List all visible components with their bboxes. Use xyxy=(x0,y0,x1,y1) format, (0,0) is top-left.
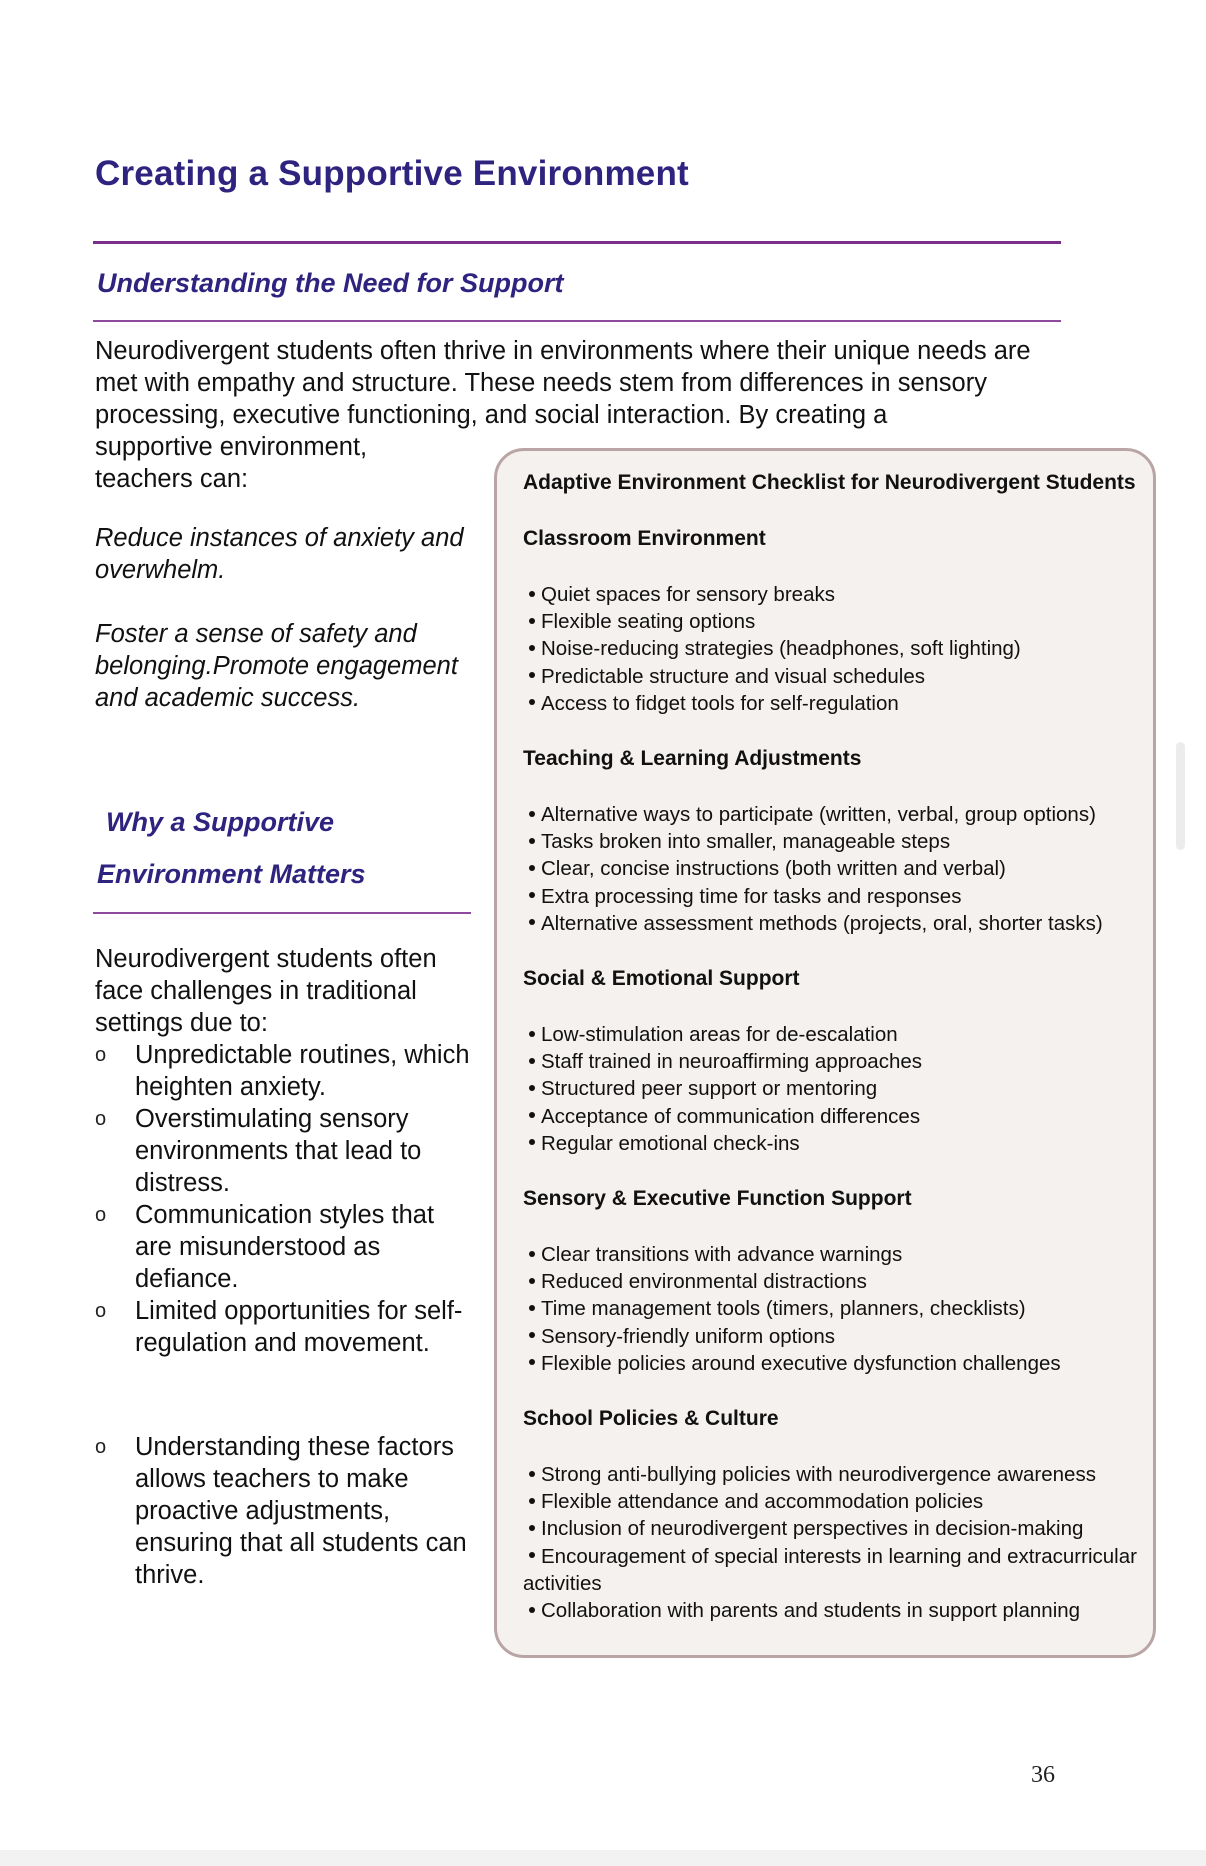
checklist-item-text: Encouragement of special interests in learning and extracurricular activities xyxy=(523,1544,1137,1595)
bullet-dot-icon xyxy=(529,1251,535,1257)
checklist-item xyxy=(523,883,1143,910)
checklist-item xyxy=(523,1350,1143,1377)
list-item xyxy=(95,1431,475,1591)
bullet-dot-icon xyxy=(529,618,535,624)
checklist-item-text: Tasks broken into smaller, manageable steps xyxy=(541,830,951,854)
checklist-item xyxy=(523,581,1143,608)
checklist-item-text: Time management tools (timers, planners, checklists) xyxy=(541,1297,1026,1321)
checklist-section-heading: School Policies & Culture xyxy=(523,1407,779,1431)
scroll-indicator[interactable] xyxy=(1176,742,1185,850)
checklist-section-items xyxy=(523,801,1143,937)
challenge-text: Unpredictable routines, which heighten anxiety. xyxy=(135,1041,470,1101)
bullet-dot-icon xyxy=(529,1552,535,1558)
checklist-item xyxy=(523,690,1143,717)
bullet-dot-icon xyxy=(529,1607,535,1613)
checklist-item-text: Flexible policies around executive dysfunction challenges xyxy=(541,1351,1061,1375)
need-intro-continued xyxy=(95,431,515,495)
bullet-dot-icon xyxy=(529,838,535,844)
bullet-dot-icon xyxy=(529,1031,535,1037)
checklist-item-text: Collaboration with parents and students in support planning xyxy=(541,1599,1081,1623)
checklist-item xyxy=(523,635,1143,662)
need-intro: Neurodivergent students often thrive in environments where their unique needs are met with empathy and structure. These needs stem from differences in sensory processing, executive functioning, and social interaction. By creating a xyxy=(95,337,1031,429)
bullet-dot-icon xyxy=(529,1471,535,1477)
checklist-item-text: Reduced environmental distractions xyxy=(541,1270,867,1294)
checklist-item-text: Quiet spaces for sensory breaks xyxy=(541,583,835,606)
title-divider xyxy=(93,241,1061,244)
checklist-item xyxy=(523,828,1143,855)
list-item xyxy=(95,1039,475,1103)
checklist-section-items xyxy=(523,1021,1143,1157)
bullet-dot-icon xyxy=(529,892,535,898)
benefit-item: Reduce instances of anxiety and overwhelm. xyxy=(95,524,464,584)
circle-bullet-icon: o xyxy=(95,1436,107,1458)
checklist-content xyxy=(523,469,1143,1624)
checklist-item-text: Alternative assessment methods (projects, oral, shorter tasks) xyxy=(541,911,1103,935)
checklist-item xyxy=(523,801,1143,828)
checklist-item xyxy=(523,1268,1143,1295)
bullet-dot-icon xyxy=(529,865,535,871)
checklist-title: Adaptive Environment Checklist for Neurodivergent Students xyxy=(523,471,1136,494)
checklist-item-text: Predictable structure and visual schedules xyxy=(541,664,926,688)
checklist-item-text: Extra processing time for tasks and responses xyxy=(541,884,962,908)
challenge-text: Overstimulating sensory environments that lead to distress. xyxy=(135,1105,422,1197)
checklist-item-text: Acceptance of communication differences xyxy=(541,1104,921,1128)
bullet-dot-icon xyxy=(529,645,535,651)
challenges-list xyxy=(95,1039,475,1359)
checklist-item xyxy=(523,1461,1143,1488)
conclusion-list xyxy=(95,1431,475,1591)
bullet-dot-icon xyxy=(529,1058,535,1064)
checklist-item xyxy=(523,1515,1143,1542)
need-intro-line: supportive environment, xyxy=(95,433,368,461)
checklist-section-items xyxy=(523,581,1143,717)
checklist-item-text: Flexible attendance and accommodation policies xyxy=(541,1490,984,1514)
checklist-box xyxy=(494,448,1156,1658)
challenge-text: Communication styles that are misunderstood as defiance. xyxy=(135,1201,435,1293)
bullet-dot-icon xyxy=(529,1139,535,1145)
checklist-item-text: Access to fidget tools for self-regulation xyxy=(541,691,899,715)
why-intro: Neurodivergent students often face challenges in traditional settings due to: xyxy=(95,945,437,1037)
checklist-item xyxy=(523,910,1143,937)
checklist-item-text: Clear, concise instructions (both written and verbal) xyxy=(541,857,1006,881)
page-bottom-edge xyxy=(0,1850,1206,1866)
checklist-section-heading: Classroom Environment xyxy=(523,527,766,550)
checklist-item xyxy=(523,1130,1143,1157)
need-intro-line: teachers can: xyxy=(95,465,249,493)
conclusion-text: Understanding these factors allows teachers to make proactive adjustments, ensuring that all students can thrive. xyxy=(135,1433,467,1589)
benefit-item: Foster a sense of safety and belonging.Promote engagement and academic success. xyxy=(95,620,458,712)
checklist-item-text: Strong anti-bullying policies with neurodivergence awareness xyxy=(541,1463,1096,1487)
bullet-dot-icon xyxy=(529,1332,535,1338)
page-number: 36 xyxy=(1031,1762,1055,1788)
checklist-item-text: Staff trained in neuroaffirming approaches xyxy=(541,1050,923,1074)
checklist-item-text: Alternative ways to participate (written, verbal, group options) xyxy=(541,803,1096,827)
checklist-item xyxy=(523,1021,1143,1048)
checklist-item xyxy=(523,1103,1143,1130)
why-heading-line: Environment Matters xyxy=(97,859,366,889)
need-heading: Understanding the Need for Support xyxy=(97,268,564,298)
checklist-item xyxy=(523,855,1143,882)
checklist-item-text: Sensory-friendly uniform options xyxy=(541,1324,835,1348)
why-heading-line: Why a Supportive xyxy=(106,807,335,837)
bullet-dot-icon xyxy=(529,1278,535,1284)
benefits-list xyxy=(95,522,495,746)
checklist-item-text: Noise-reducing strategies (headphones, soft lighting) xyxy=(541,637,1021,661)
checklist-section-items xyxy=(523,1241,1143,1377)
checklist-item-text: Inclusion of neurodivergent perspectives in decision-making xyxy=(541,1517,1084,1541)
bullet-dot-icon xyxy=(529,1359,535,1365)
challenge-text: Limited opportunities for self-regulation and movement. xyxy=(135,1297,463,1357)
checklist-section-heading: Teaching & Learning Adjustments xyxy=(523,747,862,771)
why-heading xyxy=(97,796,366,900)
checklist-item xyxy=(523,1323,1143,1350)
list-item xyxy=(95,1199,475,1295)
bullet-dot-icon xyxy=(529,1112,535,1118)
bullet-dot-icon xyxy=(529,672,535,678)
checklist-item xyxy=(523,1543,1143,1597)
why-divider xyxy=(93,912,471,914)
checklist-item xyxy=(523,663,1143,690)
page-title: Creating a Supportive Environment xyxy=(95,154,689,193)
checklist-item-text: Structured peer support or mentoring xyxy=(541,1077,878,1101)
circle-bullet-icon: o xyxy=(95,1108,107,1130)
checklist-item xyxy=(523,1295,1143,1322)
checklist-item xyxy=(523,1241,1143,1268)
bullet-dot-icon xyxy=(529,699,535,705)
circle-bullet-icon: o xyxy=(95,1204,107,1226)
checklist-section-items xyxy=(523,1461,1143,1624)
checklist-item-text: Low-stimulation areas for de-escalation xyxy=(541,1023,898,1047)
list-item xyxy=(95,1103,475,1199)
list-item xyxy=(95,1295,475,1359)
bullet-dot-icon xyxy=(529,591,535,597)
bullet-dot-icon xyxy=(529,1305,535,1311)
bullet-dot-icon xyxy=(529,811,535,817)
checklist-section-heading: Social & Emotional Support xyxy=(523,967,800,991)
checklist-item-text: Clear transitions with advance warnings xyxy=(541,1243,903,1267)
bullet-dot-icon xyxy=(529,1085,535,1091)
circle-bullet-icon: o xyxy=(95,1300,107,1322)
checklist-item-text: Regular emotional check-ins xyxy=(541,1131,800,1155)
checklist-item xyxy=(523,1597,1143,1624)
checklist-item xyxy=(523,1488,1143,1515)
need-divider xyxy=(93,320,1061,322)
checklist-section-heading: Sensory & Executive Function Support xyxy=(523,1187,912,1211)
checklist-item xyxy=(523,1048,1143,1075)
bullet-dot-icon xyxy=(529,919,535,925)
checklist-item xyxy=(523,608,1143,635)
bullet-dot-icon xyxy=(529,1498,535,1504)
checklist-item-text: Flexible seating options xyxy=(541,610,756,634)
circle-bullet-icon: o xyxy=(95,1044,107,1066)
bullet-dot-icon xyxy=(529,1525,535,1531)
checklist-item xyxy=(523,1075,1143,1102)
